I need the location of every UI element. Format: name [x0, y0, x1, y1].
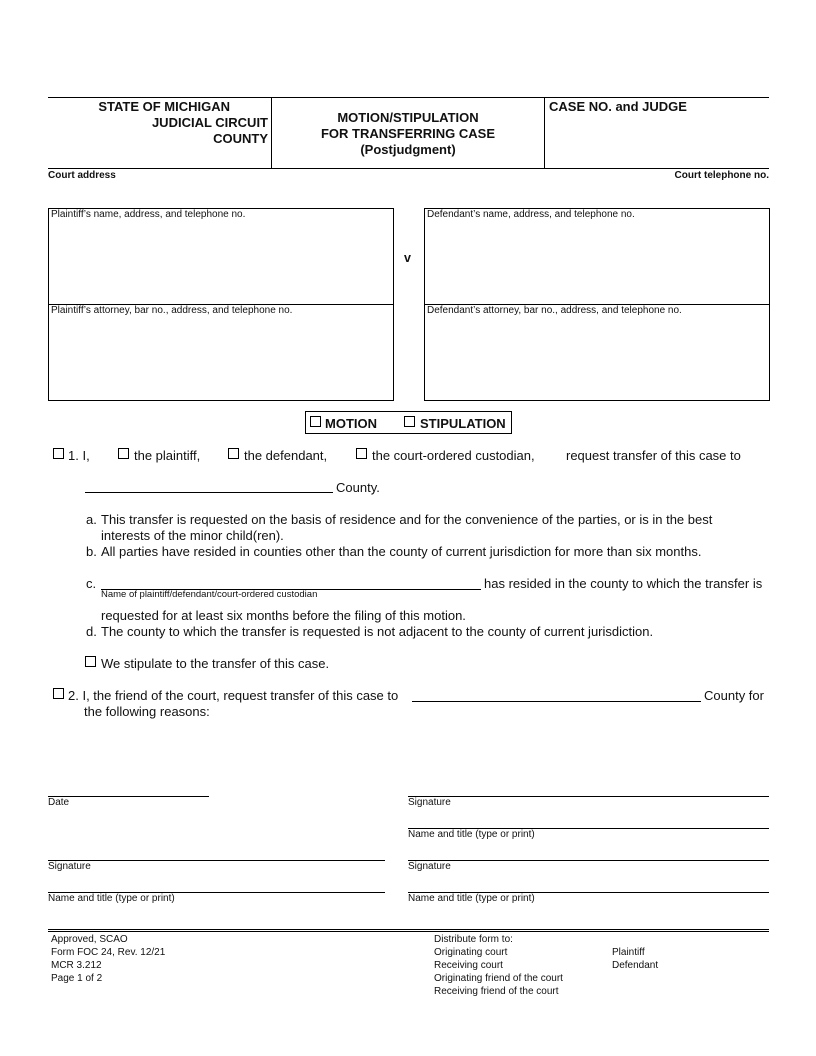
- versus-label: v: [404, 251, 411, 265]
- header-divider-2: [544, 97, 545, 168]
- distribute-defendant: Defendant: [612, 960, 659, 971]
- header-top-rule: [48, 97, 769, 98]
- header-bottom-rule: [48, 168, 769, 169]
- request-transfer-text: request transfer of this case to: [566, 448, 741, 463]
- form-title-line3: (Postjudgment): [360, 142, 456, 157]
- stipulation-checkbox[interactable]: [404, 416, 415, 427]
- distribute-label: Distribute form to:: [434, 934, 513, 945]
- stipulate-checkbox[interactable]: [85, 656, 96, 667]
- item-c-text: has resided in the county to which the transfer is: [484, 576, 763, 591]
- county-suffix: County.: [336, 480, 380, 495]
- defendant-attorney-field[interactable]: [428, 320, 766, 398]
- form-number-label: Form FOC 24, Rev. 12/21: [51, 947, 166, 958]
- footer-rule: [48, 929, 769, 930]
- item-a-label: a.: [86, 512, 97, 527]
- distribute-plaintiff: Plaintiff: [612, 947, 645, 958]
- signature-line-left: [48, 860, 385, 861]
- item-a-text-cont: interests of the minor child(ren).: [101, 528, 284, 543]
- item-b-text: All parties have resided in counties other than the county of current jurisdiction for more than six months.: [101, 544, 702, 559]
- defendant-checkbox[interactable]: [228, 448, 239, 459]
- plaintiff-label: Plaintiff’s name, address, and telephone no.: [51, 209, 246, 220]
- name-title-input-right-2[interactable]: [408, 878, 769, 892]
- item2-reasons-label: the following reasons:: [84, 704, 210, 719]
- item-c-label: c.: [86, 576, 97, 591]
- date-line: [48, 796, 209, 797]
- page-number-label: Page 1 of 2: [51, 973, 103, 984]
- item1-label: 1. I,: [68, 448, 90, 463]
- county-input-line: [85, 492, 333, 493]
- distribute-receiving-court: Receiving court: [434, 960, 503, 971]
- custodian-option-label: the court-ordered custodian,: [372, 448, 535, 463]
- signature-input-right-1[interactable]: [408, 782, 769, 796]
- plaintiff-option-label: the plaintiff,: [134, 448, 201, 463]
- defendant-field[interactable]: [428, 224, 766, 300]
- court-phone-label: Court telephone no.: [674, 170, 769, 181]
- item2-county-line: [412, 701, 701, 702]
- item1-checkbox[interactable]: [53, 448, 64, 459]
- date-input[interactable]: [48, 782, 209, 796]
- case-no-field[interactable]: [548, 116, 766, 164]
- plaintiff-field[interactable]: [52, 224, 390, 300]
- approved-label: Approved, SCAO: [51, 934, 128, 945]
- plaintiff-attorney-label: Plaintiff’s attorney, bar no., address, and telephone no.: [51, 305, 293, 316]
- stipulate-text: We stipulate to the transfer of this case.: [101, 656, 330, 671]
- signature-input-right-2[interactable]: [408, 846, 769, 860]
- item2-text: 2. I, the friend of the court, request transfer of this case to: [68, 688, 399, 703]
- plaintiff-attorney-field[interactable]: [52, 320, 390, 398]
- motion-checkbox[interactable]: [310, 416, 321, 427]
- custodian-name-caption: Name of plaintiff/defendant/court-ordered custodian: [101, 589, 318, 600]
- name-title-label-left: Name and title (type or print): [48, 893, 175, 904]
- item2-county-for: County for: [704, 688, 764, 703]
- signature-label-right-1: Signature: [408, 797, 451, 808]
- item-b-label: b.: [86, 544, 97, 559]
- signature-line-right-1: [408, 796, 769, 797]
- signature-label-right-2: Signature: [408, 861, 451, 872]
- form-title-line2: FOR TRANSFERRING CASE: [320, 126, 496, 141]
- date-label: Date: [48, 797, 70, 808]
- case-no-label: CASE NO. and JUDGE: [549, 99, 687, 114]
- distribute-originating-foc: Originating friend of the court: [434, 973, 563, 984]
- defendant-option-label: the defendant,: [244, 448, 328, 463]
- name-title-input-left[interactable]: [48, 878, 385, 892]
- name-title-label-right-1: Name and title (type or print): [408, 829, 535, 840]
- defendant-attorney-label: Defendant’s attorney, bar no., address, and telephone no.: [427, 305, 682, 316]
- item2-county-input[interactable]: [412, 687, 701, 701]
- item-d-label: d.: [86, 624, 97, 639]
- custodian-checkbox[interactable]: [356, 448, 367, 459]
- item-d-text: The county to which the transfer is requested is not adjacent to the county of current jurisdiction.: [101, 624, 654, 639]
- signature-input-left[interactable]: [48, 846, 385, 860]
- distribute-receiving-foc: Receiving friend of the court: [434, 986, 559, 997]
- mcr-label: MCR 3.212: [51, 960, 102, 971]
- signature-line-right-2: [408, 860, 769, 861]
- footer-rule-2: [48, 931, 769, 932]
- item-a-text: This transfer is requested on the basis of residence and for the convenience of the parties, or is in the best: [101, 512, 713, 527]
- county-label: COUNTY: [213, 131, 268, 146]
- item2-checkbox[interactable]: [53, 688, 64, 699]
- state-label: STATE OF MICHIGAN: [98, 99, 230, 114]
- stipulation-label: STIPULATION: [420, 416, 506, 431]
- court-address-label: Court address: [48, 170, 116, 181]
- distribute-originating-court: Originating court: [434, 947, 508, 958]
- county-input[interactable]: [85, 478, 333, 492]
- signature-label-left: Signature: [48, 861, 91, 872]
- item-c-text-cont: requested for at least six months before the filing of this motion.: [101, 608, 466, 623]
- form-title-line1: MOTION/STIPULATION: [337, 110, 479, 125]
- motion-label: MOTION: [325, 416, 377, 431]
- name-title-input-right-1[interactable]: [408, 814, 769, 828]
- defendant-label: Defendant’s name, address, and telephone no.: [427, 209, 635, 220]
- circuit-label: JUDICIAL CIRCUIT: [151, 115, 268, 130]
- item2-reasons-field[interactable]: [84, 722, 768, 782]
- custodian-name-input[interactable]: [101, 575, 481, 589]
- name-title-label-right-2: Name and title (type or print): [408, 893, 535, 904]
- plaintiff-checkbox[interactable]: [118, 448, 129, 459]
